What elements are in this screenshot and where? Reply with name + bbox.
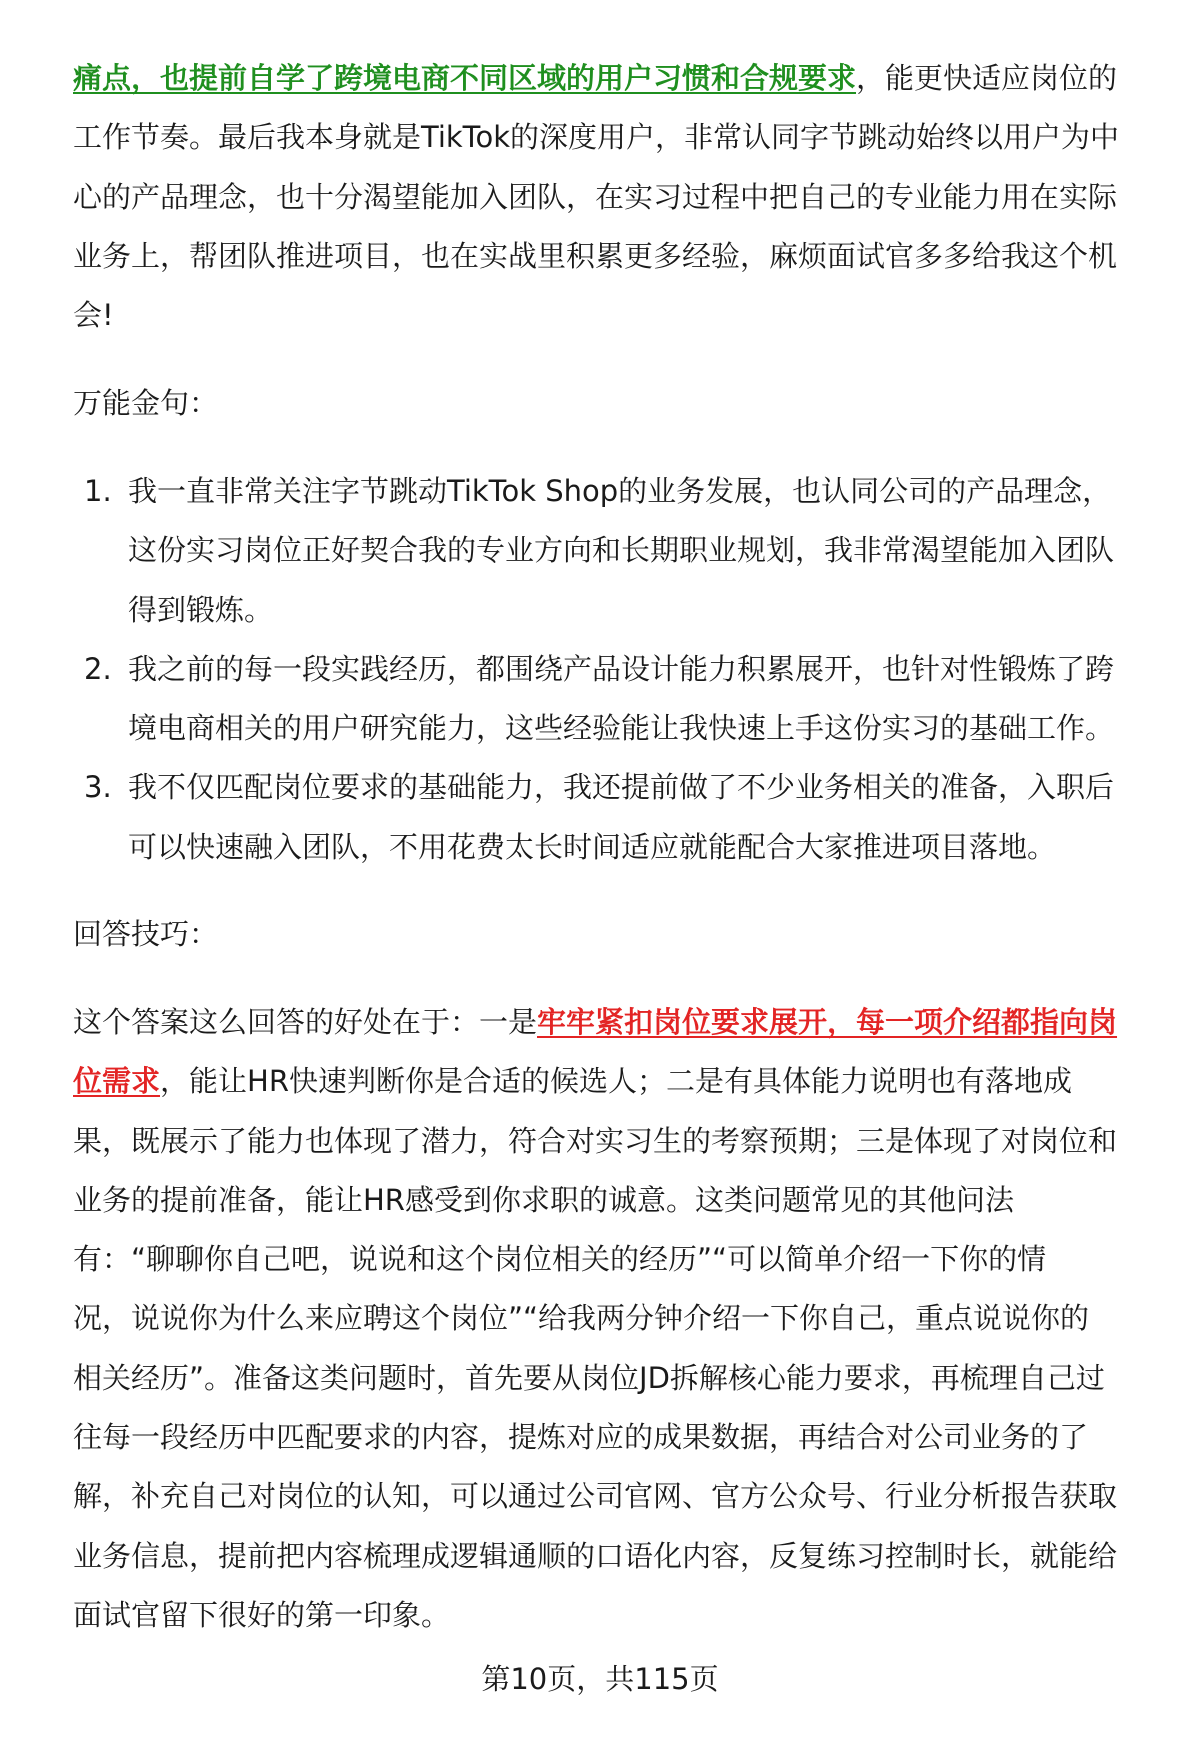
text-line — [73, 1586, 1173, 1645]
text-line — [73, 1171, 1173, 1230]
text-line — [73, 49, 1173, 108]
list-number: 1. — [84, 474, 112, 508]
text-segment: ，能更快适应岗位的 — [856, 61, 1118, 95]
text-line — [73, 1408, 1173, 1467]
text-segment: ，能让HR快速判断你是合适的候选人；二是有具体能力说明也有落地成 — [160, 1064, 1072, 1099]
section-heading-golden-sentences: 万能金句： — [73, 386, 219, 420]
text-segment: 业务的提前准备，能让HR感受到你求职的诚意。这类问题常见的其他问法 — [73, 1182, 1014, 1217]
text-segment: 面试官留下很好的第一印象。 — [73, 1597, 451, 1632]
text-line: 我之前的每一段实践经历，都围绕产品设计能力积累展开，也针对性锻炼了跨 — [128, 651, 1115, 686]
text-line — [73, 108, 1173, 167]
text-line — [73, 227, 1173, 286]
text-line: 我一直非常关注字节跳动TikTok Shop的业务发展，也认同公司的产品理念， — [128, 474, 1112, 508]
text-line: 这份实习岗位正好契合我的专业方向和长期职业规划，我非常渴望能加入团队 — [128, 533, 1115, 568]
text-line — [73, 168, 1173, 227]
text-segment: 业务信息，提前把内容梳理成逻辑通顺的口语化内容，反复练习控制时长，就能给 — [73, 1538, 1118, 1573]
text-line — [73, 1289, 1173, 1348]
text-segment: 业务上，帮团队推进项目，也在实战里积累更多经验，麻烦面试官多多给我这个机 — [73, 238, 1118, 273]
section-heading-answer-tips: 回答技巧： — [73, 917, 219, 951]
intro-paragraph — [73, 49, 1173, 345]
text-line: 可以快速融入团队，不用花费太长时间适应就能配合大家推进项目落地。 — [128, 829, 1057, 864]
list-number: 2. — [84, 651, 112, 686]
tips-paragraph — [73, 993, 1173, 1645]
highlighted-text: 痛点，也提前自学了跨境电商不同区域的用户习惯和合规要求 — [73, 61, 857, 95]
page-footer: 第10页，共115页 — [481, 1662, 719, 1696]
highlighted-text: 牢牢紧扣岗位要求展开，每一项介绍都指向岗 — [537, 1005, 1118, 1039]
text-line — [73, 286, 1173, 345]
list-item — [84, 640, 1184, 759]
text-segment: 这个答案这么回答的好处在于：一是 — [73, 1005, 538, 1039]
text-line — [73, 993, 1173, 1052]
text-line: 我不仅匹配岗位要求的基础能力，我还提前做了不少业务相关的准备，入职后 — [128, 770, 1115, 805]
text-segment: 相关经历”。准备这类问题时，首先要从岗位JD拆解核心能力要求，再梳理自己过 — [73, 1360, 1105, 1395]
text-line — [73, 1527, 1173, 1586]
text-line — [73, 1349, 1173, 1408]
text-segment: 往每一段经历中匹配要求的内容，提炼对应的成果数据，再结合对公司业务的了 — [73, 1420, 1089, 1455]
list-item — [84, 462, 1184, 640]
text-line: 境电商相关的用户研究能力，这些经验能让我快速上手这份实习的基础工作。 — [128, 711, 1115, 746]
list-number: 3. — [84, 770, 112, 805]
text-segment: 会! — [73, 298, 114, 333]
golden-sentences-list — [84, 462, 1184, 877]
text-line — [73, 1230, 1173, 1289]
highlighted-text: 位需求 — [73, 1064, 161, 1099]
text-segment: 工作节奏。最后我本身就是TikTok的深度用户，非常认同字节跳动始终以用户为中 — [73, 120, 1119, 155]
text-segment: 心的产品理念，也十分渴望能加入团队，在实习过程中把自己的专业能力用在实际 — [73, 179, 1118, 214]
text-segment: 果，既展示了能力也体现了潜力，符合对实习生的考察预期；三是体现了对岗位和 — [73, 1123, 1118, 1158]
text-line — [73, 1467, 1173, 1526]
text-line — [73, 1112, 1173, 1171]
text-segment: 解，补充自己对岗位的认知，可以通过公司官网、官方公众号、行业分析报告获取 — [73, 1479, 1118, 1514]
text-line: 得到锻炼。 — [128, 592, 274, 627]
list-item — [84, 758, 1184, 877]
text-line — [73, 1052, 1173, 1111]
text-segment: 况，说说你为什么来应聘这个岗位”“给我两分钟介绍一下你自己，重点说说你的 — [73, 1301, 1090, 1336]
text-segment: 有：“聊聊你自己吧，说说和这个岗位相关的经历”“可以简单介绍一下你的情 — [73, 1242, 1047, 1277]
